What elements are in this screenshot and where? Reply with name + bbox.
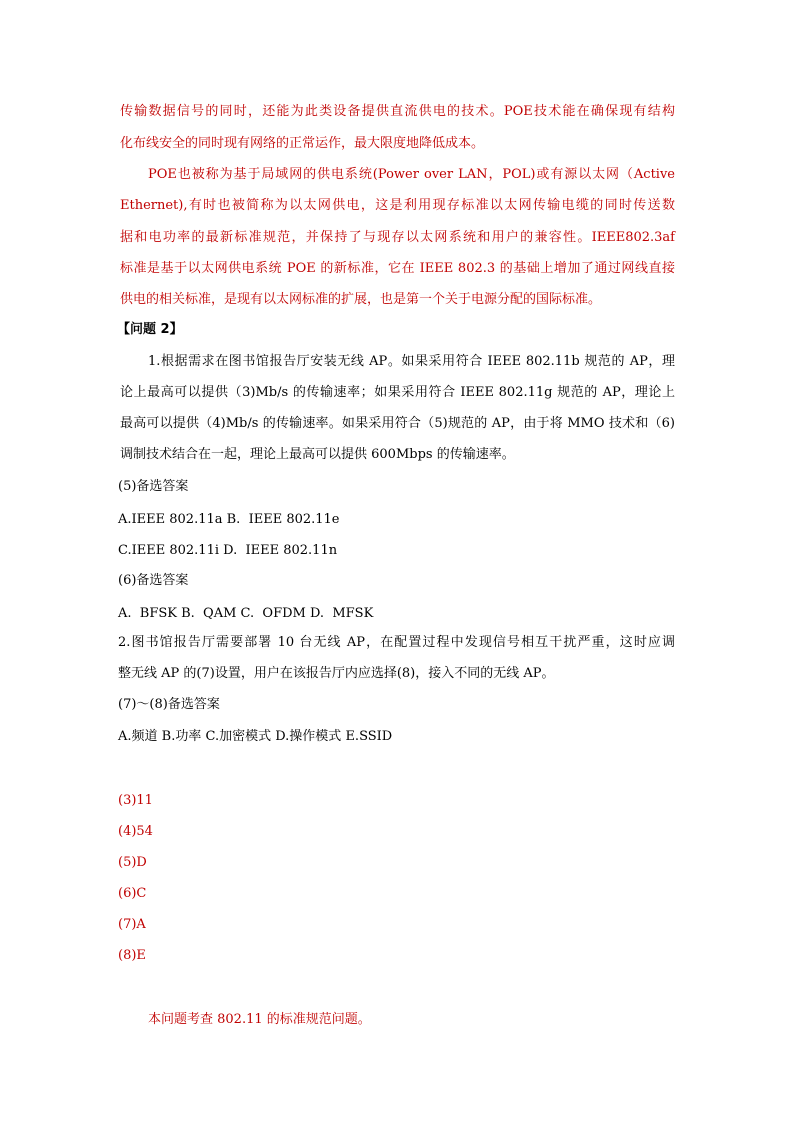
options-5-title: (5)备选答案 xyxy=(118,479,189,494)
question-2-heading: 【问题 2】 xyxy=(117,322,183,337)
q2-part2-line-1: 2.图书馆报告厅需要部署 10 台无线 AP，在配置过程中发现信号相互干扰严重，这时应调 xyxy=(118,635,675,650)
answer-6: (6)C xyxy=(118,886,147,901)
answer-3: (3)11 xyxy=(118,793,153,808)
q2-part1-line-4: 调制技术结合在一起，理论上最高可以提供 600Mbps 的传输速率。 xyxy=(120,447,515,462)
q2-part1-line-2: 论上最高可以提供（3)Mb/s 的传输速率；如果采用符合 IEEE 802.11g 规范的 AP，理论上 xyxy=(120,385,675,400)
analysis-text: 本问题考查 802.11 的标准规范问题。 xyxy=(148,1012,371,1027)
answer-5: (5)D xyxy=(118,855,147,870)
intro-p2-line-2: Ethernet),有时也被简称为以太网供电，这是利用现存标准以太网传输电缆的同时传送数 xyxy=(120,198,675,213)
options-7-8-title: (7)～(8)备选答案 xyxy=(118,697,220,712)
intro-p2-line-3: 据和电功率的最新标准规范，并保持了与现存以太网系统和用户的兼容性。IEEE802.3af xyxy=(120,230,675,245)
options-5-line-2: C.IEEE 802.11i D. IEEE 802.11n xyxy=(118,543,338,558)
q2-part1-line-3: 最高可以提供（4)Mb/s 的传输速率。如果采用符合（5)规范的 AP，由于将 MMO 技术和（6) xyxy=(120,416,675,431)
intro-p1-line-2: 化布线安全的同时现有网络的正常运作，最大限度地降低成本。 xyxy=(120,136,485,151)
options-7-8-line: A.频道 B.功率 C.加密模式 D.操作模式 E.SSID xyxy=(118,729,393,744)
answer-4: (4)54 xyxy=(118,824,153,839)
intro-p1-line-1: 传输数据信号的同时，还能为此类设备提供直流供电的技术。POE技术能在确保现有结构 xyxy=(120,104,675,119)
intro-p2-line-1: POE也被称为基于局域网的供电系统(Power over LAN，POL)或有源以太网（Active xyxy=(148,167,675,182)
options-6-line: A. BFSK B. QAM C. OFDM D. MFSK xyxy=(118,606,374,621)
options-5-line-1: A.IEEE 802.11a B. IEEE 802.11e xyxy=(118,512,340,527)
answer-7: (7)A xyxy=(118,917,146,932)
q2-part2-line-2: 整无线 AP 的(7)设置，用户在该报告厅内应选择(8)，接入不同的无线 AP。 xyxy=(118,666,555,681)
intro-p2-line-4: 标准是基于以太网供电系统 POE 的新标准，它在 IEEE 802.3 的基础上增加了通过网线直接 xyxy=(120,261,675,276)
q2-part1-line-1: 1.根据需求在图书馆报告厅安装无线 AP。如果采用符合 IEEE 802.11b 规范的 AP，理 xyxy=(148,354,675,369)
options-6-title: (6)备选答案 xyxy=(118,573,189,588)
answer-8: (8)E xyxy=(118,948,146,963)
intro-p2-line-5: 供电的相关标准，是现有以太网标准的扩展，也是第一个关于电源分配的国际标准。 xyxy=(120,292,602,307)
